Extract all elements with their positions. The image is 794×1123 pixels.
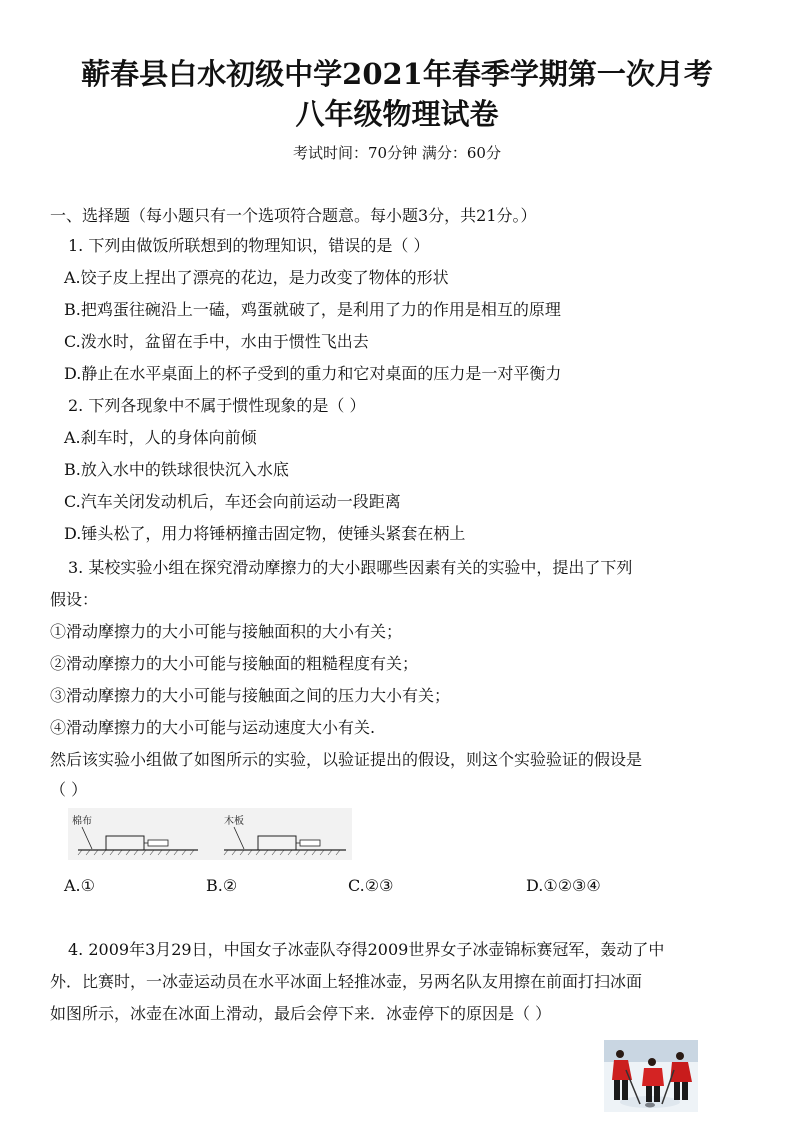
question-3-follow-line2: （ ）	[50, 780, 88, 799]
question-3-stem-line1: 3. 某校实验小组在探究滑动摩擦力的大小跟哪些因素有关的实验中，提出了下列	[68, 558, 633, 577]
spring-scale-right	[300, 840, 320, 846]
curling-stone	[645, 1103, 655, 1108]
question-4-line1: 4. 2009年3月29日，中国女子冰壶队夺得2009世界女子冰壶锦标赛冠军，轰动了中	[68, 940, 665, 959]
exam-title-line2: 八年级物理试卷	[295, 97, 499, 131]
wood-block-left	[106, 836, 144, 850]
question-2-option-b: B.放入水中的铁球很快沉入水底	[64, 460, 289, 479]
question-3-option-c: C.②③	[348, 876, 394, 895]
spring-scale-left	[148, 840, 168, 846]
question-3-stem-line2: 假设：	[50, 590, 99, 609]
section-heading: 一、选择题（每小题只有一个选项符合题意。每小题3分，共21分。）	[50, 206, 537, 225]
question-3-option-a: A.①	[64, 876, 95, 895]
question-1-stem: 1. 下列由做饭所联想到的物理知识，错误的是（ ）	[68, 236, 430, 255]
question-1-option-a: A.饺子皮上捏出了漂亮的花边，是力改变了物体的形状	[64, 268, 449, 287]
question-1-option-c: C.泼水时，盆留在手中，水由于惯性飞出去	[64, 332, 369, 351]
curling-photo	[604, 1040, 698, 1112]
question-3-option-b: B.②	[206, 876, 238, 895]
label-wood-board: 木板	[224, 816, 244, 827]
question-3-hypothesis-4: ④滑动摩擦力的大小可能与运动速度大小有关.	[50, 718, 376, 737]
question-3-option-d: D.①②③④	[526, 876, 601, 895]
question-3-follow-line1: 然后该实验小组做了如图所示的实验，以验证提出的假设，则这个实验验证的假设是	[50, 750, 643, 769]
question-4-line2: 外．比赛时，一冰壶运动员在水平冰面上轻推冰壶，另两名队友用擦在前面打扫冰面	[50, 972, 643, 991]
question-2-option-c: C.汽车关闭发动机后，车还会向前运动一段距离	[64, 492, 401, 511]
question-2-option-a: A.刹车时，人的身体向前倾	[64, 428, 257, 447]
question-3-hypothesis-2: ②滑动摩擦力的大小可能与接触面的粗糙程度有关；	[50, 654, 419, 673]
question-3-hypothesis-1: ①滑动摩擦力的大小可能与接触面积的大小有关；	[50, 622, 403, 641]
exam-title-line1: 蕲春县白水初级中学2021年春季学期第一次月考	[81, 57, 713, 91]
question-3-hypothesis-3: ③滑动摩擦力的大小可能与接触面之间的压力大小有关；	[50, 686, 451, 705]
wood-block-right	[258, 836, 296, 850]
question-2-stem: 2. 下列各现象中不属于惯性现象的是（ ）	[68, 396, 366, 415]
question-1-option-d: D.静止在水平桌面上的杯子受到的重力和它对桌面的压力是一对平衡力	[64, 364, 562, 383]
exam-info: 考试时间：70分钟 满分：60分	[293, 144, 501, 162]
label-cotton-cloth: 棉布	[72, 816, 92, 827]
question-4-line3: 如图所示，冰壶在冰面上滑动，最后会停下来．冰壶停下的原因是（ ）	[50, 1004, 552, 1023]
question-2-option-d: D.锤头松了，用力将锤柄撞击固定物，使锤头紧套在柄上	[64, 524, 466, 543]
friction-experiment-figure	[68, 808, 352, 860]
question-1-option-b: B.把鸡蛋往碗沿上一磕，鸡蛋就破了，是利用了力的作用是相互的原理	[64, 300, 561, 319]
